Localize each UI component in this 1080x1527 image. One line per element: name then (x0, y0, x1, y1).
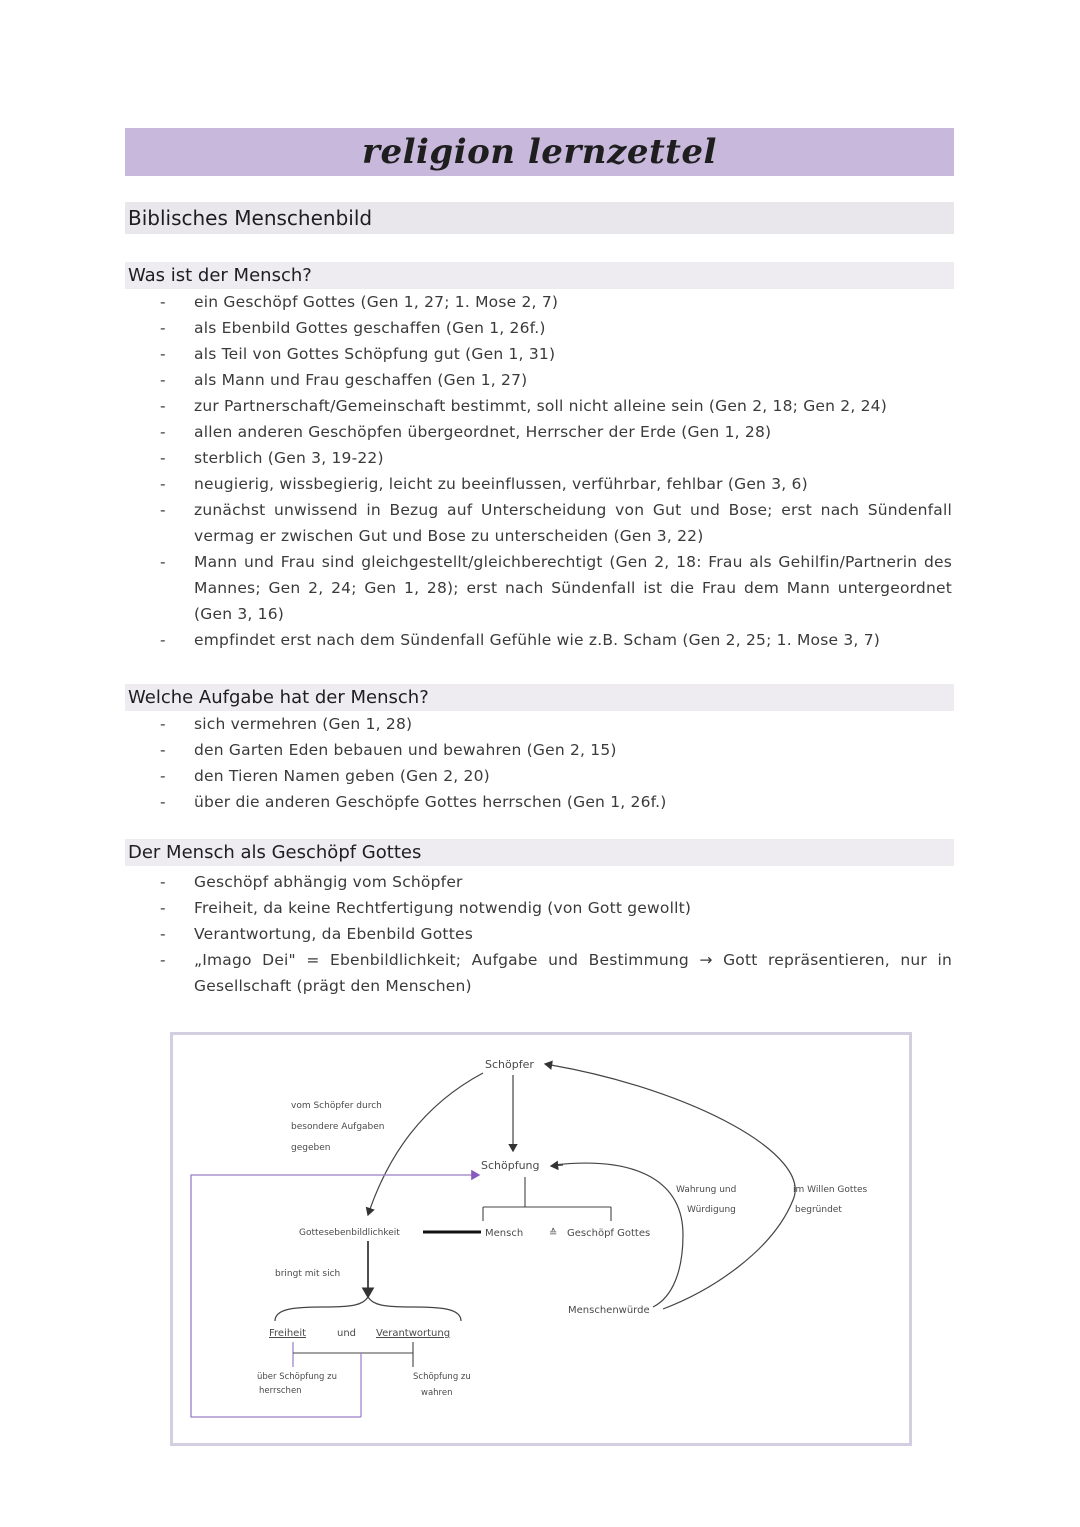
symbol-entspricht: ≙ (549, 1228, 558, 1239)
outcome-herrschen-2: herrschen (259, 1386, 302, 1396)
subheading-geschoepf: Der Mensch als Geschöpf Gottes (128, 842, 422, 863)
list-item: - empfindet erst nach dem Sündenfall Gefühle wie z.B. Scham (Gen 2, 25; 1. Mose 3, 7) (155, 627, 952, 653)
note-willen-2: begründet (795, 1205, 842, 1215)
note-willen-1: im Willen Gottes (793, 1185, 868, 1195)
list-item: - „Imago Dei" = Ebenbildlichkeit; Aufgabe und Bestimmung → Gott repräsentieren, nur in Gesellschaft (prägt den Menschen) (155, 947, 952, 999)
list-item: - als Ebenbild Gottes geschaffen (Gen 1, 26f.) (155, 315, 952, 341)
list-item: - Mann und Frau sind gleichgestellt/gleichberechtigt (Gen 2, 18: Frau als Gehilfin/Partnerin des Mannes; Gen 2, 24; Gen 1, 28); erst nach Sündenfall ist die Frau dem Mann untergeordnet (Gen 3, 16) (155, 549, 952, 627)
list-item: - als Mann und Frau geschaffen (Gen 1, 27) (155, 367, 952, 393)
list-item: - zunächst unwissend in Bezug auf Unterscheidung von Gut und Bose; erst nach Sündenfall vermag er zwischen Gut und Bose zu unterscheiden (Gen 3, 22) (155, 497, 952, 549)
concept-diagram (170, 1032, 912, 1446)
subheading-bar-was-ist-der-mensch (125, 262, 954, 289)
list-was-ist-der-mensch (155, 289, 952, 653)
subheading-bar-aufgabe (125, 684, 954, 711)
node-geschoepf-gottes: Geschöpf Gottes (567, 1228, 651, 1239)
node-schoepfer: Schöpfer (485, 1058, 534, 1071)
list-item: - über die anderen Geschöpfe Gottes herrschen (Gen 1, 26f.) (155, 789, 952, 815)
list-item: - den Tieren Namen geben (Gen 2, 20) (155, 763, 952, 789)
list-item: - Geschöpf abhängig vom Schöpfer (155, 869, 952, 895)
node-gottesebenbildlichkeit: Gottesebenbildlichkeit (299, 1228, 400, 1238)
subheading-bar-geschoepf (125, 839, 954, 866)
note-vom-schoepfer-1: vom Schöpfer durch (291, 1101, 382, 1111)
arrow-schoepfer-ebenbild (368, 1073, 483, 1215)
list-item: - Freiheit, da keine Rechtfertigung notwendig (von Gott gewollt) (155, 895, 952, 921)
title-bar (125, 128, 954, 176)
page-title: religion lernzettel (362, 132, 717, 172)
list-item: - ein Geschöpf Gottes (Gen 1, 27; 1. Mose 2, 7) (155, 289, 952, 315)
node-menschenwuerde: Menschenwürde (568, 1305, 650, 1316)
note-bringt-mit-sich: bringt mit sich (275, 1269, 341, 1279)
arrow-head-wahrung (551, 1165, 563, 1166)
list-item: - allen anderen Geschöpfen übergeordnet, Herrscher der Erde (Gen 1, 28) (155, 419, 952, 445)
list-geschoepf (155, 869, 952, 999)
node-schoepfung: Schöpfung (481, 1159, 540, 1172)
list-aufgabe (155, 711, 952, 815)
outcome-herrschen-1: über Schöpfung zu (257, 1372, 337, 1382)
note-vom-schoepfer-3: gegeben (291, 1143, 331, 1153)
list-item: - Verantwortung, da Ebenbild Gottes (155, 921, 952, 947)
list-item: - den Garten Eden bebauen und bewahren (Gen 2, 15) (155, 737, 952, 763)
word-und: und (337, 1328, 357, 1339)
node-verantwortung: Verantwortung (376, 1328, 451, 1339)
note-wahrung-1: Wahrung und (676, 1185, 737, 1195)
section-heading-bar (125, 202, 954, 234)
arrow-head-schoepfer (545, 1064, 551, 1065)
subheading-aufgabe: Welche Aufgabe hat der Mensch? (128, 687, 429, 708)
list-item: - sterblich (Gen 3, 19-22) (155, 445, 952, 471)
curve-schoepfer-menschenwuerde (551, 1065, 795, 1309)
note-wahrung-2: Würdigung (687, 1205, 736, 1215)
node-mensch: Mensch (485, 1228, 524, 1239)
brace (275, 1297, 461, 1321)
outcome-wahren-2: wahren (421, 1388, 453, 1398)
list-item: - zur Partnerschaft/Gemeinschaft bestimmt, soll nicht alleine sein (Gen 2, 18; Gen 2, 24) (155, 393, 952, 419)
outcome-wahren-1: Schöpfung zu (413, 1372, 471, 1382)
section-heading: Biblisches Menschenbild (128, 206, 373, 230)
list-item: - sich vermehren (Gen 1, 28) (155, 711, 952, 737)
node-freiheit: Freiheit (269, 1328, 307, 1339)
note-vom-schoepfer-2: besondere Aufgaben (291, 1122, 385, 1132)
list-item: - neugierig, wissbegierig, leicht zu beeinflussen, verführbar, fehlbar (Gen 3, 6) (155, 471, 952, 497)
diagram-canvas (173, 1035, 909, 1443)
list-item: - als Teil von Gottes Schöpfung gut (Gen 1, 31) (155, 341, 952, 367)
subheading-was-ist-der-mensch: Was ist der Mensch? (128, 265, 312, 286)
